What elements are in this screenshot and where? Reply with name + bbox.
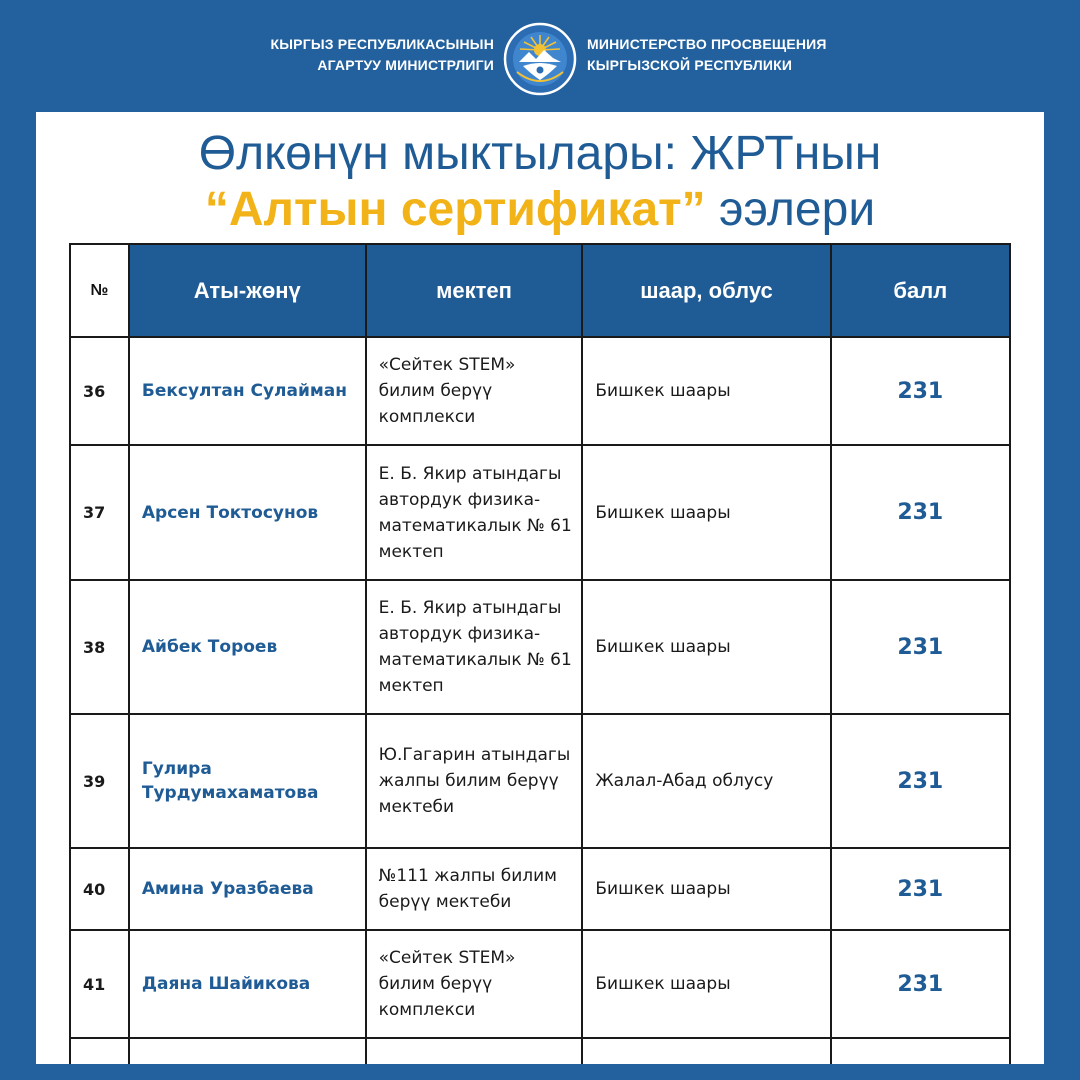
row-number: 40 xyxy=(70,848,129,930)
empty-cell xyxy=(831,1038,1010,1064)
student-name: Даяна Шайикова xyxy=(129,930,366,1038)
row-number: 41 xyxy=(70,930,129,1038)
school-name: «Сейтек STEM» билим берүү комплекси xyxy=(366,337,583,445)
header-score: балл xyxy=(831,244,1010,337)
city-region: Бишкек шаары xyxy=(582,445,830,580)
score: 231 xyxy=(831,337,1010,445)
title-rest: ээлери xyxy=(705,183,876,236)
table-row xyxy=(70,580,1010,714)
score: 231 xyxy=(831,445,1010,580)
row-number: 38 xyxy=(70,580,129,714)
score: 231 xyxy=(831,930,1010,1038)
row-number: 37 xyxy=(70,445,129,580)
content-card xyxy=(36,112,1044,1064)
student-name: Амина Уразбаева xyxy=(129,848,366,930)
score: 231 xyxy=(831,580,1010,714)
table-row xyxy=(70,848,1010,930)
school-name: «Сейтек STEM» билим берүү комплекси xyxy=(366,930,583,1038)
student-name: Бексултан Сулайман xyxy=(129,337,366,445)
row-number: 36 xyxy=(70,337,129,445)
school-name: №111 жалпы билим берүү мектеби xyxy=(366,848,583,930)
table-row xyxy=(70,337,1010,445)
results-table xyxy=(69,243,1011,1064)
score: 231 xyxy=(831,848,1010,930)
table-header-row xyxy=(70,244,1010,337)
city-region: Жалал-Абад облусу xyxy=(582,714,830,848)
student-name: Гулира Турдумахаматова xyxy=(129,714,366,848)
city-region: Бишкек шаары xyxy=(582,580,830,714)
table-row-partial xyxy=(70,1038,1010,1064)
title-highlight: “Алтын сертификат” xyxy=(204,183,706,236)
empty-cell xyxy=(70,1038,129,1064)
empty-cell xyxy=(366,1038,583,1064)
ministry-name-russian: МИНИСТЕРСТВО ПРОСВЕЩЕНИЯ КЫРГЫЗСКОЙ РЕСПУБЛИКИ xyxy=(587,36,827,73)
empty-cell xyxy=(582,1038,830,1064)
city-region: Бишкек шаары xyxy=(582,848,830,930)
header-school: мектеп xyxy=(366,244,583,337)
city-region: Бишкек шаары xyxy=(582,337,830,445)
page-title xyxy=(36,126,1044,238)
ministry-name-kyrgyz: КЫРГЫЗ РЕСПУБЛИКАСЫНЫН АГАРТУУ МИНИСТРЛИГИ xyxy=(270,36,494,73)
row-number: 39 xyxy=(70,714,129,848)
state-emblem-icon xyxy=(503,20,577,98)
city-region: Бишкек шаары xyxy=(582,930,830,1038)
table-row xyxy=(70,930,1010,1038)
school-name: Е. Б. Якир атындагы автордук физика-математикалык № 61 мектеп xyxy=(366,445,583,580)
title-line-1: Өлкөнүн мыктылары: ЖРТнын xyxy=(198,127,882,180)
table-row xyxy=(70,714,1010,848)
student-name: Арсен Токтосунов xyxy=(129,445,366,580)
page-header xyxy=(0,0,1080,110)
score: 231 xyxy=(831,714,1010,848)
school-name: Е. Б. Якир атындагы автордук физика-математикалык № 61 мектеп xyxy=(366,580,583,714)
table-row xyxy=(70,445,1010,580)
title-line-2 xyxy=(36,182,1044,238)
header-number: № xyxy=(70,244,129,337)
school-name: Ю.Гагарин атындагы жалпы билим берүү мектеби xyxy=(366,714,583,848)
header-city: шаар, облус xyxy=(582,244,830,337)
empty-cell xyxy=(129,1038,366,1064)
header-name: Аты-жөнү xyxy=(129,244,366,337)
student-name: Айбек Тороев xyxy=(129,580,366,714)
